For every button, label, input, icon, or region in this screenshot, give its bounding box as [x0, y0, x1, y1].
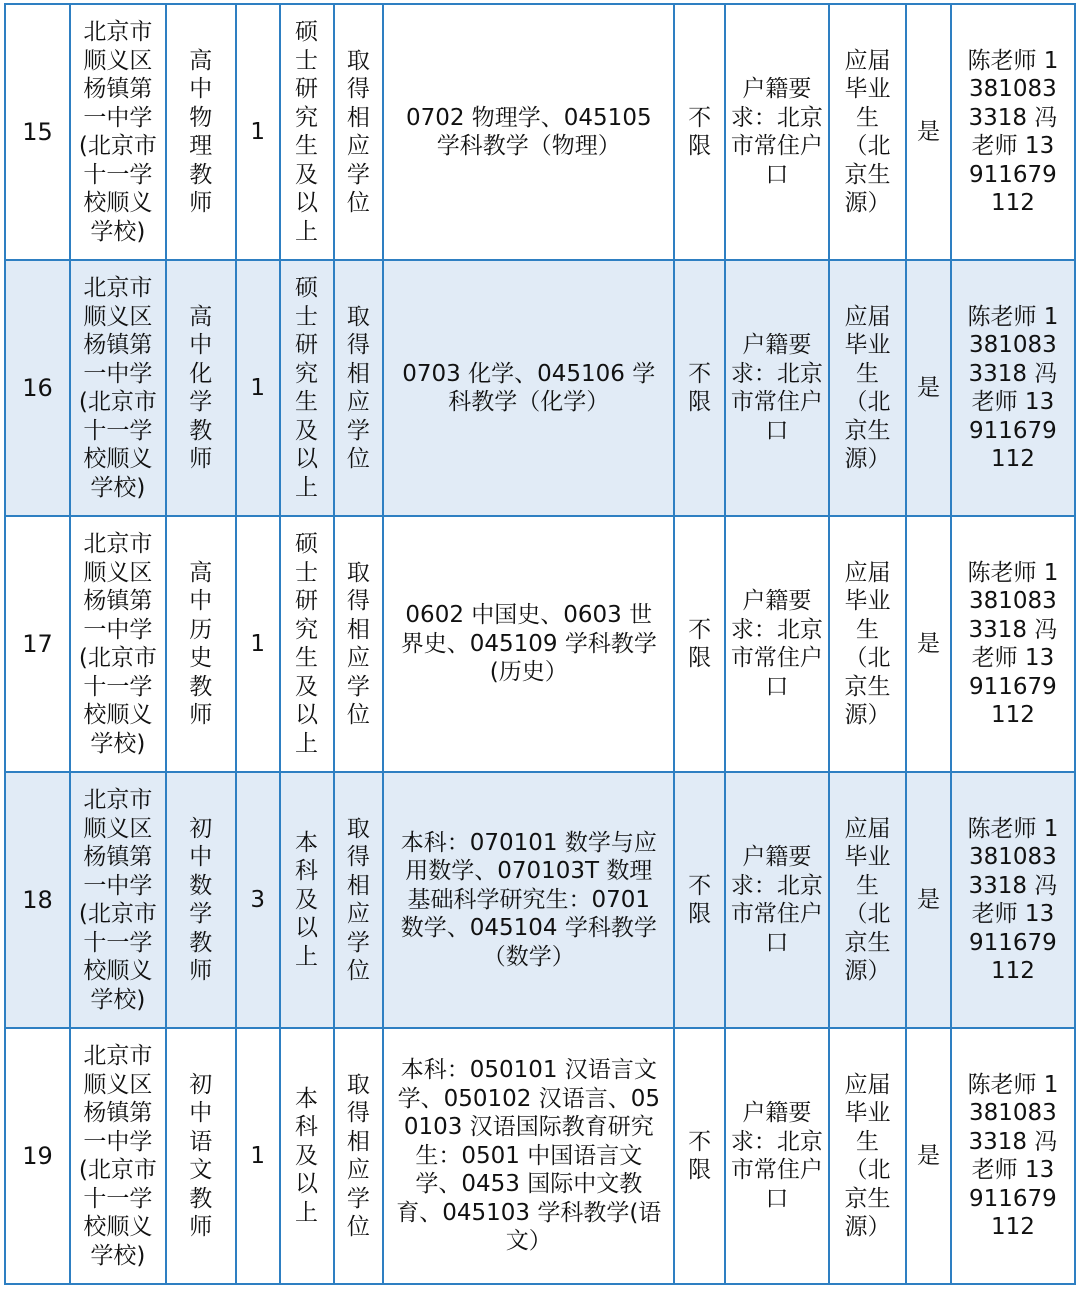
education-cell: 本科及以上 — [280, 772, 334, 1028]
row-number: 18 — [5, 772, 70, 1028]
table-row — [5, 772, 1075, 1028]
employer-cell: 北京市顺义区杨镇第一中学(北京市十一学校顺义学校) — [70, 4, 166, 260]
count-cell: 1 — [236, 1028, 280, 1284]
source-cell: 应届毕业生（北京生源） — [829, 1028, 906, 1284]
other-requirements-cell: 户籍要求：北京市常住户口 — [725, 516, 829, 772]
count-cell: 1 — [236, 260, 280, 516]
major-cell: 本科：050101 汉语言文学、050102 汉语言、050103 汉语国际教育研究生：0501 中国语言文学、0453 国际中文教育、045103 学科教学(语文） — [383, 1028, 674, 1284]
age-cell: 不限 — [674, 1028, 725, 1284]
recruitment-table — [4, 3, 1076, 1285]
education-cell: 硕士研究生及以上 — [280, 260, 334, 516]
other-requirements-cell: 户籍要求：北京市常住户口 — [725, 1028, 829, 1284]
position-cell: 初中语文教师 — [166, 1028, 236, 1284]
degree-cell: 取得相应学位 — [334, 4, 384, 260]
contact-cell: 陈老师 13810833318 冯老师 13911679112 — [951, 1028, 1075, 1284]
table-row — [5, 516, 1075, 772]
major-cell: 0602 中国史、0603 世界史、045109 学科教学(历史） — [383, 516, 674, 772]
row-number: 16 — [5, 260, 70, 516]
source-cell: 应届毕业生（北京生源） — [829, 516, 906, 772]
source-cell: 应届毕业生（北京生源） — [829, 260, 906, 516]
education-cell: 硕士研究生及以上 — [280, 4, 334, 260]
table-row — [5, 4, 1075, 260]
employer-cell: 北京市顺义区杨镇第一中学(北京市十一学校顺义学校) — [70, 772, 166, 1028]
age-cell: 不限 — [674, 260, 725, 516]
count-cell: 1 — [236, 516, 280, 772]
position-cell: 高中化学教师 — [166, 260, 236, 516]
age-cell: 不限 — [674, 4, 725, 260]
age-cell: 不限 — [674, 516, 725, 772]
degree-cell: 取得相应学位 — [334, 1028, 384, 1284]
degree-cell: 取得相应学位 — [334, 260, 384, 516]
other-requirements-cell: 户籍要求：北京市常住户口 — [725, 772, 829, 1028]
row-number: 15 — [5, 4, 70, 260]
employer-cell: 北京市顺义区杨镇第一中学(北京市十一学校顺义学校) — [70, 516, 166, 772]
table-row — [5, 1028, 1075, 1284]
written-exam-cell: 是 — [906, 260, 951, 516]
contact-cell: 陈老师 13810833318 冯老师 13911679112 — [951, 260, 1075, 516]
row-number: 19 — [5, 1028, 70, 1284]
source-cell: 应届毕业生（北京生源） — [829, 4, 906, 260]
major-cell: 0703 化学、045106 学科教学（化学） — [383, 260, 674, 516]
major-cell: 0702 物理学、045105 学科教学（物理） — [383, 4, 674, 260]
written-exam-cell: 是 — [906, 4, 951, 260]
contact-cell: 陈老师 13810833318 冯老师 13911679112 — [951, 4, 1075, 260]
degree-cell: 取得相应学位 — [334, 772, 384, 1028]
contact-cell: 陈老师 13810833318 冯老师 13911679112 — [951, 772, 1075, 1028]
row-number: 17 — [5, 516, 70, 772]
major-cell: 本科：070101 数学与应用数学、070103T 数理基础科学研究生：0701 数学、045104 学科教学（数学） — [383, 772, 674, 1028]
education-cell: 本科及以上 — [280, 1028, 334, 1284]
count-cell: 1 — [236, 4, 280, 260]
written-exam-cell: 是 — [906, 772, 951, 1028]
other-requirements-cell: 户籍要求：北京市常住户口 — [725, 260, 829, 516]
position-cell: 高中历史教师 — [166, 516, 236, 772]
education-cell: 硕士研究生及以上 — [280, 516, 334, 772]
count-cell: 3 — [236, 772, 280, 1028]
contact-cell: 陈老师 13810833318 冯老师 13911679112 — [951, 516, 1075, 772]
source-cell: 应届毕业生（北京生源） — [829, 772, 906, 1028]
other-requirements-cell: 户籍要求：北京市常住户口 — [725, 4, 829, 260]
written-exam-cell: 是 — [906, 1028, 951, 1284]
degree-cell: 取得相应学位 — [334, 516, 384, 772]
employer-cell: 北京市顺义区杨镇第一中学(北京市十一学校顺义学校) — [70, 1028, 166, 1284]
position-cell: 高中物理教师 — [166, 4, 236, 260]
age-cell: 不限 — [674, 772, 725, 1028]
employer-cell: 北京市顺义区杨镇第一中学(北京市十一学校顺义学校) — [70, 260, 166, 516]
table-row — [5, 260, 1075, 516]
written-exam-cell: 是 — [906, 516, 951, 772]
position-cell: 初中数学教师 — [166, 772, 236, 1028]
